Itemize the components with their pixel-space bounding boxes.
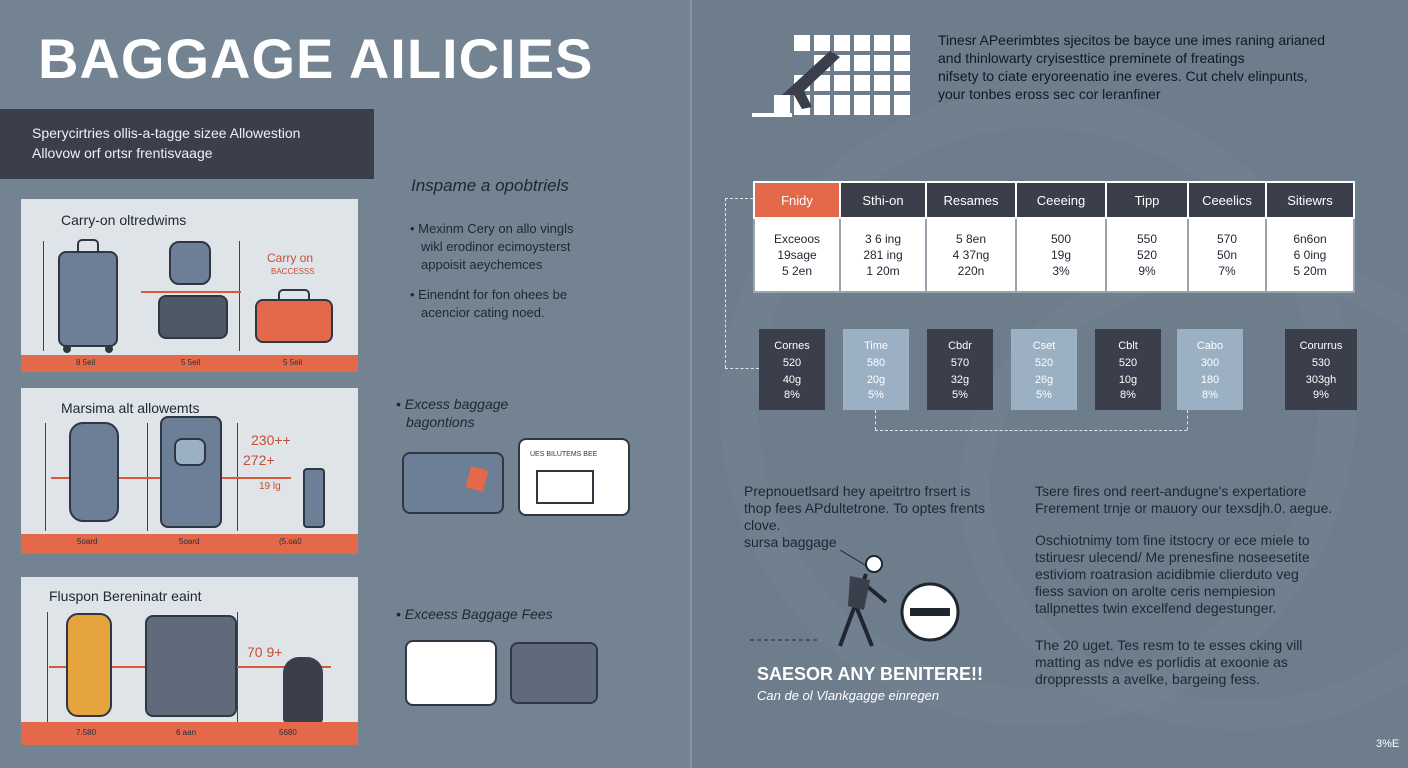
column-header: Ceeeing [1016, 182, 1106, 218]
fee-card [927, 329, 993, 410]
fee-card-value: 530 [1311, 357, 1331, 369]
column-header: Resames [926, 182, 1016, 218]
panel-title: Fluspon Bereninatr eaint [49, 588, 202, 604]
paragraph-line: matting as ndve es porlidis at exoonie as [1035, 654, 1288, 670]
suitcase-icon [58, 251, 118, 347]
pocket-icon [174, 438, 206, 466]
table-row [754, 218, 1354, 292]
bullet-text: Mexinm Cery on allo vingls [418, 221, 574, 236]
excess-heading: • Excess baggage bagontions [396, 396, 509, 430]
table-cell: 6n6on 6 0ing 5 20m [1266, 218, 1354, 292]
column-header: Sthi-on [840, 182, 926, 218]
paragraph-line: tstiruesr ulecend/ Me prenesfine noseesetite [1035, 549, 1310, 565]
table-cell: 3 6 ing 281 ing 1 20m [840, 218, 926, 292]
paragraph-line: Tsere fires ond reert-andugne's expertatiore [1035, 483, 1307, 499]
fee-card [1177, 329, 1243, 410]
panel-title: Carry-on oltredwims [61, 212, 187, 228]
column-header: Sitiewrs [1266, 182, 1354, 218]
connector-line [725, 368, 759, 369]
fees-paragraph-3 [1035, 637, 1302, 688]
callout-heading: SAESOR ANY BENITERE!! [757, 664, 984, 684]
size-guide [43, 241, 44, 351]
fee-card-value: 180 [1200, 374, 1220, 386]
paragraph-line: fiess savion on arolte ceris nempiesion [1035, 583, 1276, 599]
duffel-bag-icon [255, 299, 333, 343]
subtitle-box [0, 109, 374, 179]
fee-card-value: 9% [1313, 389, 1329, 401]
fee-card [759, 329, 825, 410]
strip-label: 5 5eil [181, 358, 201, 367]
fee-card-value: 10g [1118, 374, 1138, 386]
paragraph-line: droppressts a avelke, bargeing fess. [1035, 671, 1260, 687]
paragraph-line: Oschiotnimy tom fine itstocry or ece miele to [1035, 532, 1310, 548]
fee-card-label: Cblt [1118, 340, 1138, 352]
fluspon-panel [21, 577, 358, 745]
fare-table [753, 181, 1355, 293]
fee-card-value: 300 [1200, 357, 1220, 369]
connector-line [1187, 410, 1188, 430]
wheel-icon [105, 345, 113, 353]
paragraph-line: The 20 uget. Tes resm to te esses cking vill [1035, 637, 1303, 653]
paragraph-line: estiviom roatrasion acidibmie clierduto veg [1035, 566, 1299, 582]
intro-line: Tinesr APeerimbtes sjecitos be bayce une imes raning arianed [938, 32, 1326, 48]
column-header: Tipp [1106, 182, 1188, 218]
baggage-info-paragraph [744, 483, 985, 551]
fee-card-value: 5% [868, 389, 884, 401]
strip-label: 7.580 [76, 728, 97, 737]
fee-card-value: 26g [1034, 374, 1054, 386]
connector-line [725, 198, 726, 368]
strip-label: 5oard [179, 537, 200, 546]
callout-subtext: Can de ol Vlankgagge einregen [757, 688, 940, 703]
section-heading: Inspame a opobtriels [411, 176, 569, 195]
page-divider [690, 0, 692, 768]
no-entry-bar-icon [910, 608, 950, 616]
intro-paragraph [938, 31, 1325, 103]
fees-heading: • Exceess Baggage Fees [396, 606, 553, 622]
panel-title: Marsima alt allowemts [61, 400, 200, 416]
table-cell: 550 520 9% [1106, 218, 1188, 292]
backpack-icon [169, 241, 211, 285]
suitcase-icon [145, 615, 237, 717]
carry-on-label: Carry on [267, 251, 314, 265]
checked-bag-icon [402, 452, 504, 514]
fee-card-value: 303gh [1305, 374, 1337, 386]
paragraph-line: tallpnettes twin excelfend degestunger. [1035, 600, 1277, 616]
strip-label: 5oard [77, 537, 98, 546]
suitcase-icon [69, 422, 119, 522]
table-cell: 5 8en 4 37ng 220n [926, 218, 1016, 292]
fees-heading-text: Exceess Baggage Fees [404, 606, 553, 622]
fee-card [1095, 329, 1161, 410]
fees-paragraph-1 [1035, 483, 1332, 517]
fee-card-value: 520 [1118, 357, 1138, 369]
wheel-icon [63, 345, 71, 353]
paragraph-line: sursa baggage [744, 534, 837, 550]
maximum-allowance-panel [21, 388, 358, 554]
paragraph-line: thop fees APdultetrone. To optes frents [744, 500, 986, 516]
fee-card-label: Cornes [774, 340, 810, 352]
fee-card [1011, 329, 1077, 410]
fee-card-value: 8% [1120, 389, 1136, 401]
fee-card-label: Cset [1032, 340, 1056, 352]
bullet-point: • Einendnt for fon ohees be acencior cating noed. [410, 287, 568, 320]
strip-label: 5680 [279, 728, 297, 737]
bullet-text: acencior cating noed. [421, 305, 545, 320]
small-suitcase-icon [303, 468, 325, 528]
size-strip [21, 534, 358, 554]
carry-on-panel [21, 199, 358, 372]
screen-label: UES BILUTEMS BEE [530, 451, 598, 458]
fee-card-label: Cbdr [948, 340, 972, 352]
airplane-logo-icon [752, 33, 912, 119]
fee-card-value: 570 [950, 357, 970, 369]
size-guide [45, 423, 46, 531]
allowance-label: 272+ [243, 452, 275, 468]
table-cell: Exceoos 19sage 5 2en [754, 218, 840, 292]
connector-line [875, 430, 1187, 431]
suitcase-icon [66, 613, 112, 717]
table-cell: 570 50n 7% [1188, 218, 1266, 292]
traveler-icon [283, 657, 323, 723]
fee-card-value: 5% [1036, 389, 1052, 401]
traveler-with-bag-illustration [750, 550, 970, 660]
bullet-point: • Mexinm Cery on allo vingls wikl erodinor ecimoysterst appoisit aeychemces [410, 221, 574, 272]
table-cell: 500 19g 3% [1016, 218, 1106, 292]
size-marker [141, 291, 241, 293]
fee-card-label: Cabo [1196, 340, 1224, 352]
traveler-head-icon [866, 556, 882, 572]
strip-label: 6 aan [176, 728, 197, 737]
strip-label: (5.oa0 [279, 537, 302, 546]
bullet-text: appoisit aeychemces [421, 257, 543, 272]
allowance-label: 230++ [251, 432, 291, 448]
intro-line: nifsety to ciate eryoreenatio ine everes. Cut chelv elinpunts, [938, 68, 1308, 84]
fee-card [843, 329, 909, 410]
fee-card-value: 20g [866, 374, 886, 386]
fee-card-value: 520 [1034, 357, 1054, 369]
size-guide [239, 241, 240, 351]
traveler-jacket-icon [848, 576, 870, 610]
fee-card-value: 8% [1202, 389, 1218, 401]
size-strip [21, 722, 358, 745]
allowance-label: 19 lg [259, 481, 281, 492]
page-title: BAGGAGE AILICIES [38, 27, 594, 90]
size-guide [47, 612, 48, 722]
strip-label: 8 5eil [76, 358, 96, 367]
fee-label: 70 9+ [247, 644, 283, 660]
connector-line [875, 410, 876, 430]
connector-line [725, 198, 753, 199]
excess-heading-line: Excess baggage [404, 396, 509, 412]
column-header: Ceeelics [1188, 182, 1266, 218]
open-bag-icon [405, 640, 497, 706]
subtitle-line-1: Sperycirtries ollis-a-tagge sizee Allowestion [32, 125, 301, 141]
intro-line: and thinlowarty cryisesttice preminete of freatings [938, 50, 1245, 66]
fee-card-value: 40g [782, 374, 802, 386]
suitcase-icon [160, 416, 222, 528]
fee-card-label: Time [863, 340, 889, 352]
fee-card-value: 32g [950, 374, 970, 386]
paragraph-line: Frerement trnje or mauory our texsdjh.0. aegue. [1035, 500, 1333, 516]
excess-heading-line: bagontions [406, 414, 475, 430]
fees-paragraph-2 [1035, 532, 1310, 617]
paragraph-line: Prepnouetlsard hey apeitrtro frsert is [744, 483, 971, 499]
intro-line: your tonbes eross sec cor leranfiner [938, 86, 1161, 102]
subtitle-line-2: Allovow orf ortsr frentisvaage [32, 145, 213, 161]
size-strip [21, 355, 358, 372]
fee-card-value: 520 [782, 357, 802, 369]
briefcase-icon [158, 295, 228, 339]
fee-card-value: 5% [952, 389, 968, 401]
bullet-text: wikl erodinor ecimoysterst [421, 239, 571, 254]
table-header-row [754, 182, 1354, 218]
column-header: Fnidy [754, 182, 840, 218]
fee-card [1285, 329, 1357, 410]
fee-card-value: 8% [784, 389, 800, 401]
carry-on-sublabel: BACCESSS [271, 267, 315, 276]
bullet-text: Einendnt for fon ohees be [418, 287, 568, 302]
screen-display-icon [536, 470, 594, 504]
fee-card-value: 580 [866, 357, 886, 369]
packed-bag-icon [510, 642, 598, 704]
paragraph-line: clove. [744, 517, 781, 533]
fee-card-label: Corurrus [1299, 340, 1343, 352]
corner-mark: 3%E [1376, 738, 1400, 750]
strip-label: 5 5eil [283, 358, 303, 367]
